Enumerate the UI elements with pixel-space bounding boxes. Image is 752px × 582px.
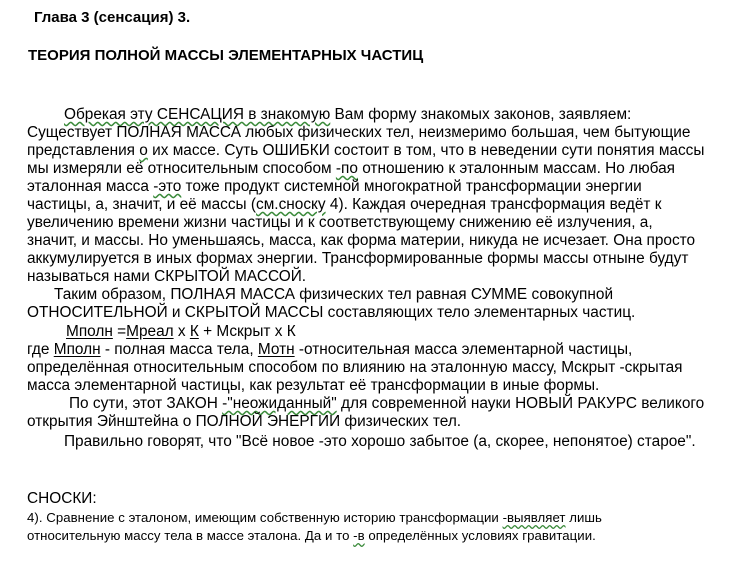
mass-formula: Мполн =Мреал х К + Мскрыт х К: [66, 323, 296, 340]
paragraph-3-line-1: По сути, этот ЗАКОН -"неожиданный" для современной науки НОВЫЙ РАКУРС великого: [69, 395, 705, 412]
paragraph-1-line-1: Обрекая эту СЕНСАЦИЯ в знакомую Вам форму знакомых законов, заявляем:: [64, 106, 632, 123]
paragraph-1-line-5: эталонная масса -это тоже продукт системной многократной трансформации энергии: [27, 178, 642, 195]
chapter-heading: Глава 3 (сенсация) 3.: [34, 9, 191, 26]
paragraph-3-line-2: открытия Эйнштейна о ПОЛНОЙ ЭНЕРГИИ физических тел.: [27, 413, 462, 430]
paragraph-2-line-2: ОТНОСИТЕЛЬНОЙ и СКРЫТОЙ МАССЫ составляющих тело элементарных частиц.: [27, 304, 636, 321]
paragraph-1-line-6: частицы, а, значит, и её массы (см.сноску 4). Каждая очередная трансформация ведёт к: [27, 196, 662, 213]
page-title: ТЕОРИЯ ПОЛНОЙ МАССЫ ЭЛЕМЕНТАРНЫХ ЧАСТИЦ: [28, 47, 424, 64]
footnote-4-line-1: 4). Сравнение с эталоном, имеющим собственную историю трансформации -выявляет лишь: [27, 510, 602, 525]
paragraph-2-line-1: Таким образом, ПОЛНАЯ МАССА физических тел равная СУММЕ совокупной: [54, 286, 614, 303]
formula-legend-line-3: масса элементарной частицы, как результат её трансформации в иные формы.: [27, 377, 600, 394]
paragraph-1-line-2: Существует ПОЛНАЯ МАССА любых физических тел, неизмеримо большая, чем бытующие: [27, 124, 691, 141]
paragraph-1-line-8: значит, и массы. Но уменьшаясь, масса, как форма материи, никуда не исчезает. Она просто: [27, 232, 696, 249]
formula-legend-line-2: определённая относительным способом по влиянию на эталонную массу, Мскрыт -скрытая: [27, 359, 683, 376]
footnotes-heading: СНОСКИ:: [27, 490, 97, 507]
paragraph-1-line-9: аккумулируется в иных формах энергии. Трансформированные формы массы отныне будут: [27, 250, 689, 267]
paragraph-1-line-7: увеличению времени жизни частицы и к соответствующему снижению её излучения, а,: [27, 214, 653, 231]
formula-legend-line-1: где Мполн - полная масса тела, Мотн -относительная масса элементарной частицы,: [27, 341, 633, 358]
footnote-4-line-2: относительную массу тела в массе эталона. Да и то -в определённых условиях гравитации.: [27, 528, 596, 543]
paragraph-1-line-3: представления о их массе. Суть ОШИБКИ состоит в том, что в неведении сути понятия массы: [27, 142, 705, 159]
paragraph-1-line-10: называться нами СКРЫТОЙ МАССОЙ.: [27, 268, 307, 285]
paragraph-1-line-4: мы измеряли её относительным способом -по отношению к эталонным массам. Но любая: [27, 160, 676, 177]
paragraph-4: Правильно говорят, что "Всё новое -это хорошо забытое (а, скорее, непонятое) старое".: [64, 433, 696, 450]
